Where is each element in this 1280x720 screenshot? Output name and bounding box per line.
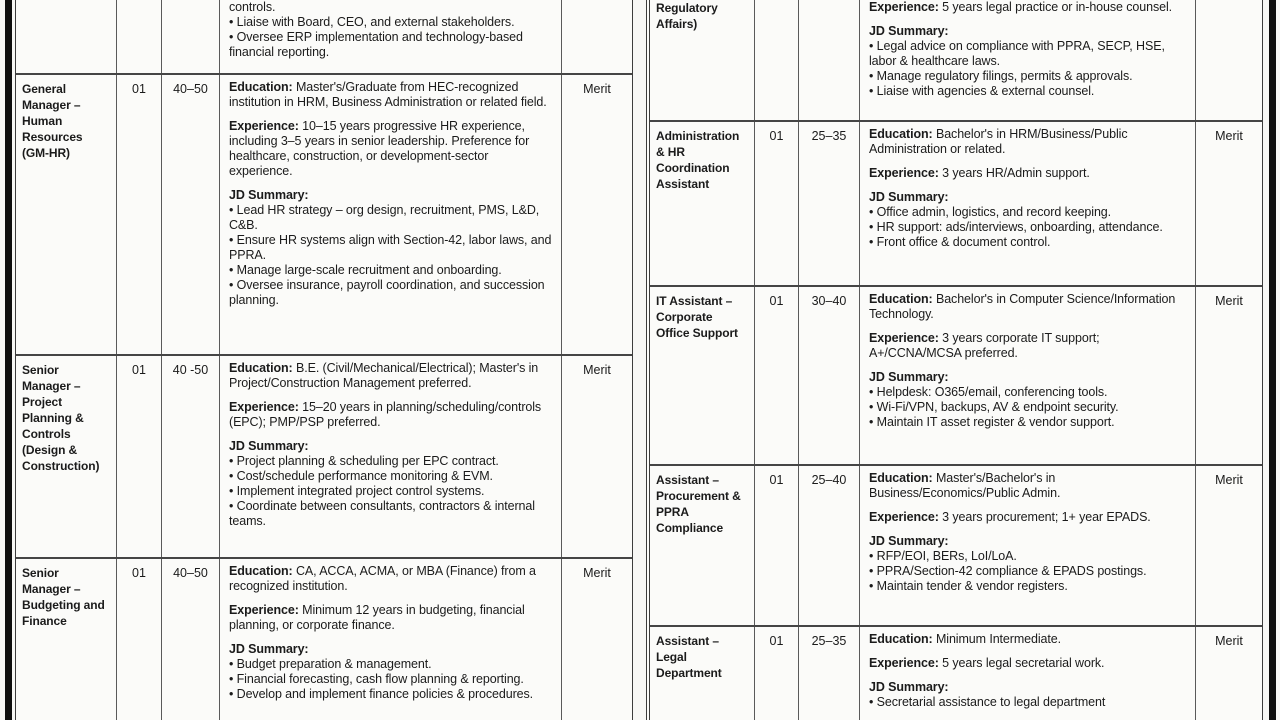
education-paragraph: [869, 292, 1186, 322]
experience-label: Experience:: [869, 0, 939, 14]
jd-bullet: • Liaise with Board, CEO, and external stakeholders.: [229, 15, 515, 29]
position-cell: Regulatory Affairs): [656, 1, 718, 31]
education-paragraph: [229, 361, 552, 391]
jd-bullet: • Maintain IT asset register & vendor support.: [869, 415, 1115, 429]
jd-bullet: • Legal advice on compliance with PPRA, SECP, HSE, labor & healthcare laws.: [869, 39, 1165, 68]
experience-paragraph: [229, 119, 552, 179]
details-cell: [859, 0, 1195, 120]
details-cell: [219, 75, 561, 354]
jd-summary-label: JD Summary:: [229, 188, 309, 202]
table-row-admin-hr: [650, 120, 1262, 285]
age-cell: 40–50: [161, 559, 219, 720]
position-cell: IT Assistant – Corporate Office Support: [656, 294, 738, 340]
merit-cell: [561, 0, 632, 73]
experience-label: Experience:: [869, 510, 939, 524]
merit-cell: Merit: [1195, 627, 1262, 720]
position-cell: Administration & HR Coordination Assistant: [656, 129, 740, 191]
experience-label: Experience:: [229, 400, 299, 414]
position-cell: General Manager – Human Resources (GM-HR): [22, 82, 83, 160]
experience-paragraph: [869, 510, 1186, 525]
jd-summary-label: JD Summary:: [229, 439, 309, 453]
merit-cell: Merit: [1195, 287, 1262, 464]
jd-summary-label: JD Summary:: [869, 24, 949, 38]
jd-bullet: • HR support: ads/interviews, onboarding, attendance.: [869, 220, 1163, 234]
count-cell: 01: [116, 356, 161, 557]
left-column-rule: [5, 0, 12, 720]
age-cell: 25–40: [798, 466, 859, 625]
jd-bullet: • PPRA/Section-42 compliance & EPADS postings.: [869, 564, 1147, 578]
jd-summary-label: JD Summary:: [869, 190, 949, 204]
count-cell: 01: [116, 559, 161, 720]
experience-label: Experience:: [869, 166, 939, 180]
jd-bullet: • RFP/EOI, BERs, LoI/LoA.: [869, 549, 1017, 563]
jd-bullet: • Oversee insurance, payroll coordination, and succession planning.: [229, 278, 545, 307]
education-label: Education:: [869, 632, 933, 646]
table-row-it-assistant: [650, 285, 1262, 464]
education-text: Master's/Bachelor's in Business/Economics/Public Admin.: [869, 471, 1061, 500]
count-cell: 01: [754, 627, 798, 720]
experience-label: Experience:: [229, 119, 299, 133]
experience-paragraph: [229, 603, 552, 633]
age-cell: 25–35: [798, 627, 859, 720]
education-text: CA, ACCA, ACMA, or MBA (Finance) from a recognized institution.: [229, 564, 536, 593]
jd-bullet: • Office admin, logistics, and record keeping.: [869, 205, 1112, 219]
position-cell: Senior Manager – Project Planning & Controls (Design & Construction): [22, 363, 100, 473]
jd-bullet: • Wi-Fi/VPN, backups, AV & endpoint security.: [869, 400, 1119, 414]
experience-label: Experience:: [869, 331, 939, 345]
experience-paragraph: [869, 331, 1186, 361]
details-cell: [859, 466, 1195, 625]
experience-text: 10–15 years progressive HR experience, including 3–5 years in senior leadership. Preference for healthcare, construction, or development-sector experience.: [229, 119, 530, 178]
experience-text: 15–20 years in planning/scheduling/controls (EPC); PMP/PSP preferred.: [229, 400, 542, 429]
jd-bullet: • Ensure HR systems align with Section-42, labor laws, and PPRA.: [229, 233, 552, 262]
education-text: B.E. (Civil/Mechanical/Electrical); Master's in Project/Construction Management preferred.: [229, 361, 539, 390]
jd-bullet: • Develop and implement finance policies & procedures.: [229, 687, 534, 701]
jd-bullet: • Front office & document control.: [869, 235, 1051, 249]
experience-paragraph: [869, 0, 1186, 15]
jd-bullet: • Liaise with agencies & external counsel.: [869, 84, 1095, 98]
experience-text: 3 years corporate IT support; A+/CCNA/MCSA preferred.: [869, 331, 1100, 360]
experience-paragraph: [869, 656, 1186, 671]
position-cell: Senior Manager – Budgeting and Finance: [22, 566, 105, 628]
jd-bullet: • Cost/schedule performance monitoring & EVM.: [229, 469, 493, 483]
details-cell: [219, 0, 561, 73]
experience-text: Minimum 12 years in budgeting, financial planning, or corporate finance.: [229, 603, 525, 632]
age-cell: 40–50: [161, 75, 219, 354]
experience-label: Experience:: [869, 656, 939, 670]
jd-bullet: • Financial forecasting, cash flow planning & reporting.: [229, 672, 524, 686]
jd-summary-label: JD Summary:: [869, 370, 949, 384]
table-row-partial-cfo: [16, 0, 632, 73]
education-label: Education:: [869, 127, 933, 141]
education-text: Bachelor's in HRM/Business/Public Administration or related.: [869, 127, 1128, 156]
education-paragraph: [229, 80, 552, 110]
table-row-sm-finance: [16, 557, 632, 720]
merit-cell: Merit: [1195, 122, 1262, 285]
left-job-table: [15, 0, 633, 720]
merit-cell: Merit: [1195, 466, 1262, 625]
jd-bullet: • Implement integrated project control systems.: [229, 484, 485, 498]
jd-bullet: • Manage regulatory filings, permits & approvals.: [869, 69, 1133, 83]
position-cell: Assistant – Legal Department: [656, 634, 722, 680]
experience-paragraph: [229, 400, 552, 430]
education-label: Education:: [229, 564, 293, 578]
position-cell: Assistant – Procurement & PPRA Compliance: [656, 473, 741, 535]
right-job-table: [646, 0, 1263, 720]
jd-bullet: • Project planning & scheduling per EPC contract.: [229, 454, 499, 468]
count-cell: [754, 0, 798, 120]
count-cell: [116, 0, 161, 73]
experience-label: Experience:: [229, 603, 299, 617]
position-cell: [16, 0, 116, 73]
jd-summary-label: JD Summary:: [869, 680, 949, 694]
experience-text: 3 years HR/Admin support.: [942, 166, 1090, 180]
merit-cell: Merit: [561, 75, 632, 354]
education-label: Education:: [869, 471, 933, 485]
jd-tail-line: controls.: [229, 0, 276, 14]
table-row-procurement: [650, 464, 1262, 625]
details-cell: [859, 627, 1195, 720]
age-cell: 30–40: [798, 287, 859, 464]
education-paragraph: [869, 127, 1186, 157]
experience-text: 3 years procurement; 1+ year EPADS.: [942, 510, 1151, 524]
education-text: Master's/Graduate from HEC-recognized institution in HRM, Business Administration or related field.: [229, 80, 547, 109]
table-row-partial-regulatory: [650, 0, 1262, 120]
jd-bullet: • Secretarial assistance to legal department: [869, 695, 1106, 709]
details-cell: [859, 287, 1195, 464]
count-cell: 01: [116, 75, 161, 354]
age-cell: [798, 0, 859, 120]
education-label: Education:: [229, 80, 293, 94]
education-paragraph: [869, 471, 1186, 501]
count-cell: 01: [754, 122, 798, 285]
table-row-legal-assistant: [650, 625, 1262, 720]
jd-bullet: • Maintain tender & vendor registers.: [869, 579, 1068, 593]
education-text: Bachelor's in Computer Science/Information Technology.: [869, 292, 1176, 321]
jd-summary-label: JD Summary:: [869, 534, 949, 548]
jd-bullet: • Budget preparation & management.: [229, 657, 432, 671]
education-paragraph: [229, 564, 552, 594]
table-row-gm-hr: [16, 73, 632, 354]
details-cell: [859, 122, 1195, 285]
details-cell: [219, 559, 561, 720]
age-cell: 40 -50: [161, 356, 219, 557]
merit-cell: Merit: [561, 559, 632, 720]
jd-bullet: • Oversee ERP implementation and technology-based financial reporting.: [229, 30, 523, 59]
education-label: Education:: [869, 292, 933, 306]
jd-bullet: • Helpdesk: O365/email, conferencing tools.: [869, 385, 1108, 399]
jd-bullet: • Lead HR strategy – org design, recruitment, PMS, L&D, C&B.: [229, 203, 540, 232]
jd-bullet: • Coordinate between consultants, contractors & internal teams.: [229, 499, 535, 528]
table-row-sm-project: [16, 354, 632, 557]
experience-text: 5 years legal secretarial work.: [942, 656, 1105, 670]
merit-cell: Merit: [561, 356, 632, 557]
education-text: Minimum Intermediate.: [935, 632, 1061, 646]
right-column-rule: [1269, 0, 1276, 720]
jd-bullet: • Manage large-scale recruitment and onboarding.: [229, 263, 502, 277]
merit-cell: [1195, 0, 1262, 120]
education-label: Education:: [229, 361, 293, 375]
count-cell: 01: [754, 466, 798, 625]
experience-paragraph: [869, 166, 1186, 181]
education-paragraph: [869, 632, 1186, 647]
age-cell: 25–35: [798, 122, 859, 285]
jd-summary-label: JD Summary:: [229, 642, 309, 656]
details-cell: [219, 356, 561, 557]
count-cell: 01: [754, 287, 798, 464]
experience-text: 5 years legal practice or in-house counsel.: [942, 0, 1173, 14]
age-cell: [161, 0, 219, 73]
